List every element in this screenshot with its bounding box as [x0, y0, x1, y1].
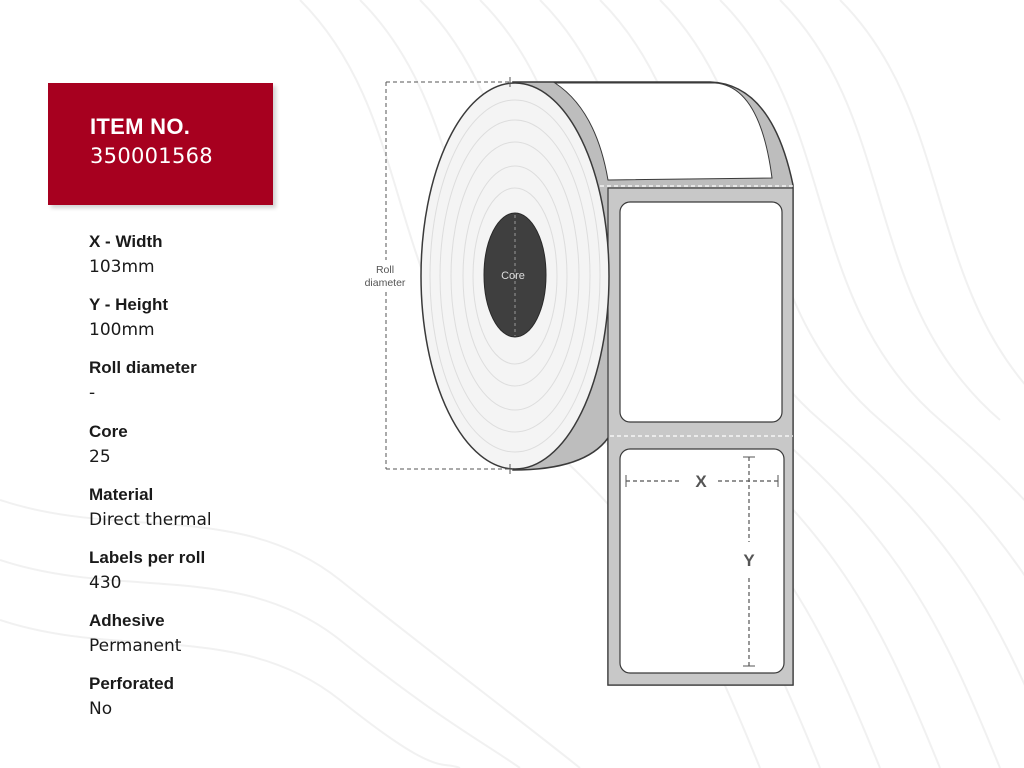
spec-value: - [89, 383, 96, 404]
roll-diameter-label-line1: Roll [375, 264, 395, 276]
spec-list [89, 230, 349, 736]
spec-value: 25 [89, 446, 111, 467]
x-dimension-label: X [695, 472, 707, 491]
spec-y-height [89, 293, 349, 356]
spec-value: 103mm [89, 257, 155, 277]
spec-adhesive [89, 609, 349, 672]
spec-value: Permanent [89, 636, 182, 657]
spec-label: Roll diameter [89, 358, 197, 378]
spec-roll-diameter [89, 356, 349, 419]
spec-label: X - Width [89, 232, 163, 251]
item-number: 350001568 [90, 144, 213, 168]
spec-core [89, 420, 349, 483]
spec-value: Direct thermal [89, 509, 212, 530]
roll-diameter-label-line2: diameter [364, 277, 406, 289]
spec-label: Labels per roll [89, 547, 206, 567]
spec-labels-per-roll [89, 546, 349, 609]
spec-label: Material [89, 484, 154, 504]
spec-perforated [89, 672, 349, 735]
spec-label: Perforated [89, 674, 175, 694]
item-number-box [48, 83, 273, 205]
spec-material [89, 483, 349, 546]
spec-value: No [89, 699, 113, 720]
label-roll-diagram [350, 70, 810, 700]
spec-label: Core [89, 421, 128, 441]
spec-x-width [89, 230, 349, 293]
spec-label: Y - Height [89, 295, 169, 315]
label-1 [620, 202, 782, 422]
core-label: Core [501, 270, 525, 282]
item-label: ITEM NO. [90, 114, 191, 139]
spec-label: Adhesive [89, 611, 165, 631]
spec-value: 100mm [89, 320, 155, 341]
y-dimension-label: Y [743, 551, 755, 570]
spec-value: 430 [89, 572, 122, 593]
